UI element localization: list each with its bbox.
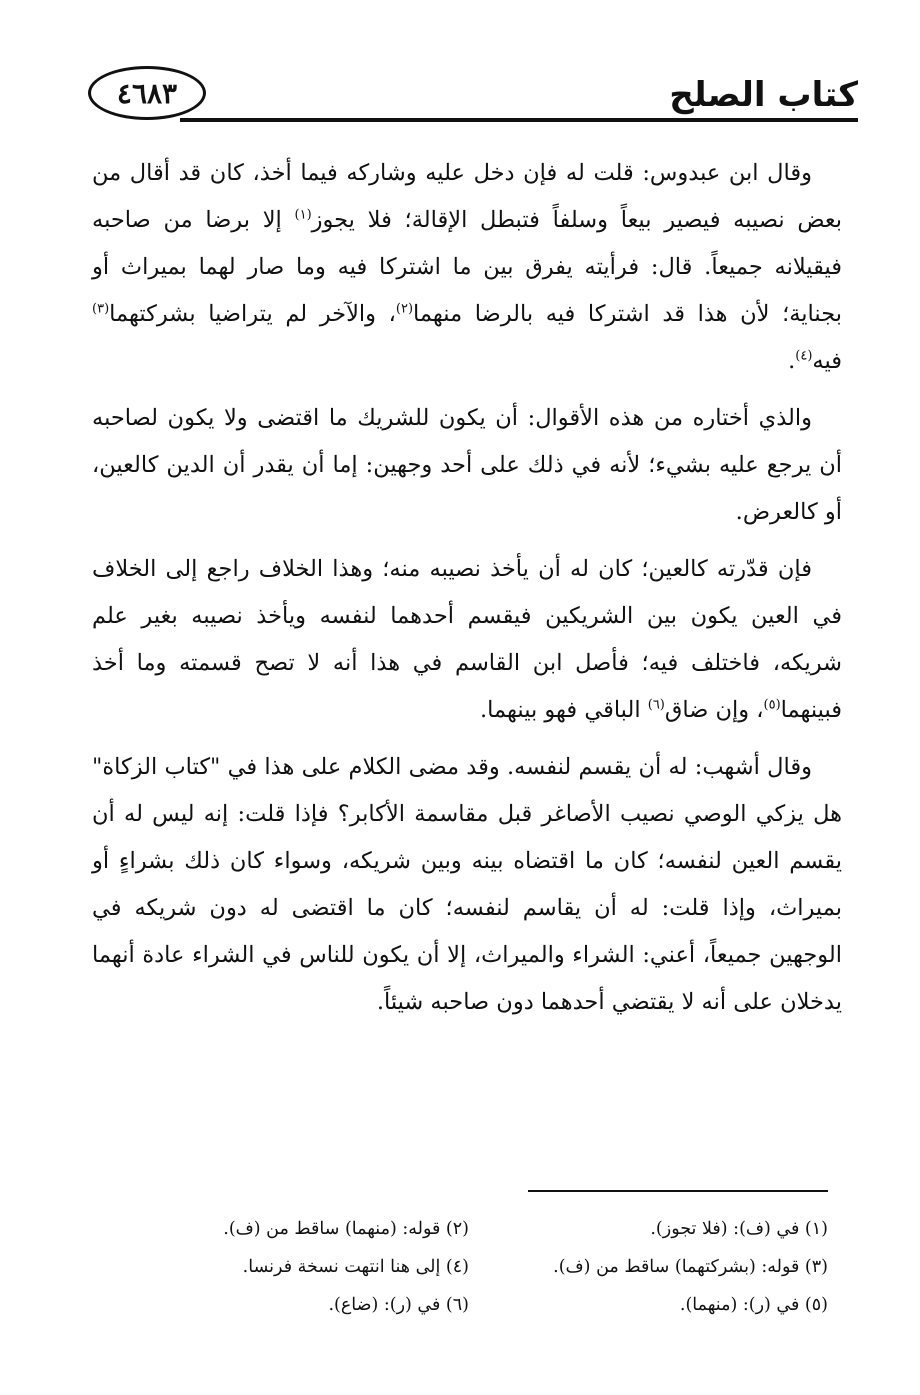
book-title: كتاب الصلح — [669, 75, 858, 115]
paragraph — [92, 150, 842, 385]
paragraph-text: . — [788, 348, 796, 374]
footnote: (١) في (ف): (فلا تجوز). — [650, 1219, 828, 1239]
paragraph-text: وقال أشهب: له أن يقسم لنفسه. وقد مضى الكلام على هذا في "كتاب الزكاة" هل يزكي الوصي نصيب الأصاغر قبل مقاسمة الأكابر؟ فإذا قلت: إنه ليس له أن يقسم العين لنفسه؛ كان ما اقتضاه بينه وبين شريكه، وسواء كان ذلك بشراءٍ أو بميراث، وإذا قلت: له أن يقاسم لنفسه؛ كان ما اقتضى له دون شريكه في الوجهين جميعاً، أعني: الشراء والميراث، إلا أن يكون للناس في الشراء عادة أنهما يدخلان على أنه لا يقتضي أحدهما دون صاحبه شيئاً. — [92, 754, 842, 1015]
footnote-ref: (٥) — [763, 697, 781, 713]
paragraph-text: وقال ابن عبدوس: قلت له فإن دخل عليه وشاركه فيما أخذ، كان قد أقال من بعض نصيبه فيصير بيعاً وسلفاً فتبطل الإقالة؛ فلا يجوز — [92, 160, 843, 233]
main-text — [92, 150, 842, 1036]
paragraph-text: فيه — [812, 348, 842, 374]
footnote-ref: (٦) — [647, 697, 665, 713]
footnote-rule — [528, 1190, 828, 1192]
footnote: (٤) إلى هنا انتهت نسخة فرنسا. — [242, 1257, 469, 1277]
paragraph-text: الباقي فهو بينهما. — [480, 697, 648, 723]
paragraph-text: والذي أختاره من هذه الأقوال: أن يكون للشريك ما اقتضى ولا يكون لصاحبه أن يرجع عليه بشيء؛ لأنه في ذلك على أحد وجهين: إما أن يقدر أن الدين كالعين، أو كالعرض. — [92, 405, 842, 525]
footnotes — [150, 1214, 828, 1320]
footnote-ref: (٣) — [92, 301, 110, 317]
page-header — [88, 66, 858, 132]
footnote-ref: (٤) — [795, 348, 813, 364]
footnote-ref: (١) — [294, 207, 312, 223]
paragraph-text: ، والآخر لم يتراضيا بشركتهما — [109, 301, 396, 327]
footnote: (٢) قوله: (منهما) ساقط من (ف). — [223, 1219, 469, 1239]
paragraph-text: فإن قدّرته كالعين؛ كان له أن يأخذ نصيبه منه؛ وهذا الخلاف راجع إلى الخلاف في العين يكون بين الشريكين فيقسم أحدهما لنفسه ويأخذ نصيبه بغير علم شريكه، فاختلف فيه؛ فأصل ابن القاسم في هذا أنه لا تصح قسمته وما أخذ فبينهما — [92, 556, 842, 723]
footnote: (٦) في (ر): (ضاع). — [328, 1295, 469, 1315]
paragraph-text: ، وإن ضاق — [664, 697, 764, 723]
footnote: (٥) في (ر): (منهما). — [679, 1295, 828, 1315]
paragraph — [92, 395, 842, 536]
paragraph — [92, 744, 842, 1026]
header-rule — [180, 118, 858, 122]
paragraph — [92, 546, 842, 734]
page-number: ٤٦٨٣ — [116, 76, 178, 110]
footnote: (٣) قوله: (بشركتهما) ساقط من (ف). — [553, 1257, 828, 1277]
paragraph-text: إلا برضا من صاحبه فيقيلانه جميعاً. قال: فرأيته يفرق بين ما اشتركا فيه وما صار لهما بميراث أو بجناية؛ لأن هذا قد اشتركا فيه بالرضا منهما — [92, 207, 842, 327]
footnote-ref: (٢) — [395, 301, 414, 317]
